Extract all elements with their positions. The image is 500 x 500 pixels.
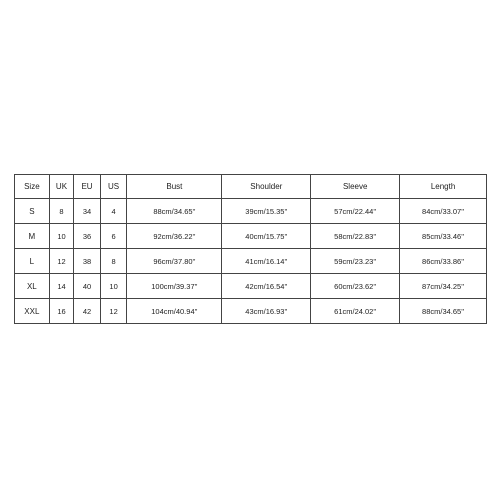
table-row xyxy=(15,199,487,224)
column-header-sleeve: Sleeve xyxy=(311,175,400,199)
table-cell-us: 12 xyxy=(100,299,127,324)
table-cell-eu: 34 xyxy=(74,199,101,224)
table-cell-bust: 104cm/40.94'' xyxy=(127,299,222,324)
table-cell-us: 4 xyxy=(100,199,127,224)
table-cell-shoulder: 42cm/16.54'' xyxy=(222,274,311,299)
table-cell-size: XL xyxy=(15,274,50,299)
table-row xyxy=(15,224,487,249)
table-cell-eu: 42 xyxy=(74,299,101,324)
table-cell-us: 8 xyxy=(100,249,127,274)
table-header-row xyxy=(15,175,487,199)
table-cell-uk: 10 xyxy=(49,224,74,249)
table-cell-length: 88cm/34.65'' xyxy=(400,299,487,324)
table-cell-length: 84cm/33.07'' xyxy=(400,199,487,224)
table-cell-length: 86cm/33.86'' xyxy=(400,249,487,274)
table-cell-size: M xyxy=(15,224,50,249)
table-row xyxy=(15,274,487,299)
table-cell-bust: 92cm/36.22'' xyxy=(127,224,222,249)
table-cell-sleeve: 61cm/24.02'' xyxy=(311,299,400,324)
column-header-uk: UK xyxy=(49,175,74,199)
column-header-shoulder: Shoulder xyxy=(222,175,311,199)
table-cell-sleeve: 58cm/22.83'' xyxy=(311,224,400,249)
table-cell-length: 87cm/34.25'' xyxy=(400,274,487,299)
table-cell-eu: 36 xyxy=(74,224,101,249)
table-row xyxy=(15,299,487,324)
column-header-length: Length xyxy=(400,175,487,199)
table-cell-shoulder: 43cm/16.93'' xyxy=(222,299,311,324)
column-header-size: Size xyxy=(15,175,50,199)
table-cell-eu: 38 xyxy=(74,249,101,274)
table-cell-shoulder: 39cm/15.35'' xyxy=(222,199,311,224)
table-cell-bust: 88cm/34.65'' xyxy=(127,199,222,224)
table-cell-length: 85cm/33.46'' xyxy=(400,224,487,249)
size-chart-table xyxy=(14,174,487,324)
table-cell-sleeve: 57cm/22.44'' xyxy=(311,199,400,224)
table-cell-shoulder: 41cm/16.14'' xyxy=(222,249,311,274)
table-cell-us: 6 xyxy=(100,224,127,249)
column-header-eu: EU xyxy=(74,175,101,199)
table-row xyxy=(15,249,487,274)
column-header-us: US xyxy=(100,175,127,199)
table-cell-uk: 16 xyxy=(49,299,74,324)
table-cell-size: L xyxy=(15,249,50,274)
table-cell-size: XXL xyxy=(15,299,50,324)
table-cell-shoulder: 40cm/15.75'' xyxy=(222,224,311,249)
table-cell-uk: 8 xyxy=(49,199,74,224)
table-cell-bust: 100cm/39.37'' xyxy=(127,274,222,299)
table-cell-sleeve: 60cm/23.62'' xyxy=(311,274,400,299)
table-cell-us: 10 xyxy=(100,274,127,299)
table-cell-eu: 40 xyxy=(74,274,101,299)
table-cell-uk: 14 xyxy=(49,274,74,299)
table-cell-uk: 12 xyxy=(49,249,74,274)
table-cell-bust: 96cm/37.80'' xyxy=(127,249,222,274)
column-header-bust: Bust xyxy=(127,175,222,199)
table-cell-sleeve: 59cm/23.23'' xyxy=(311,249,400,274)
table-cell-size: S xyxy=(15,199,50,224)
